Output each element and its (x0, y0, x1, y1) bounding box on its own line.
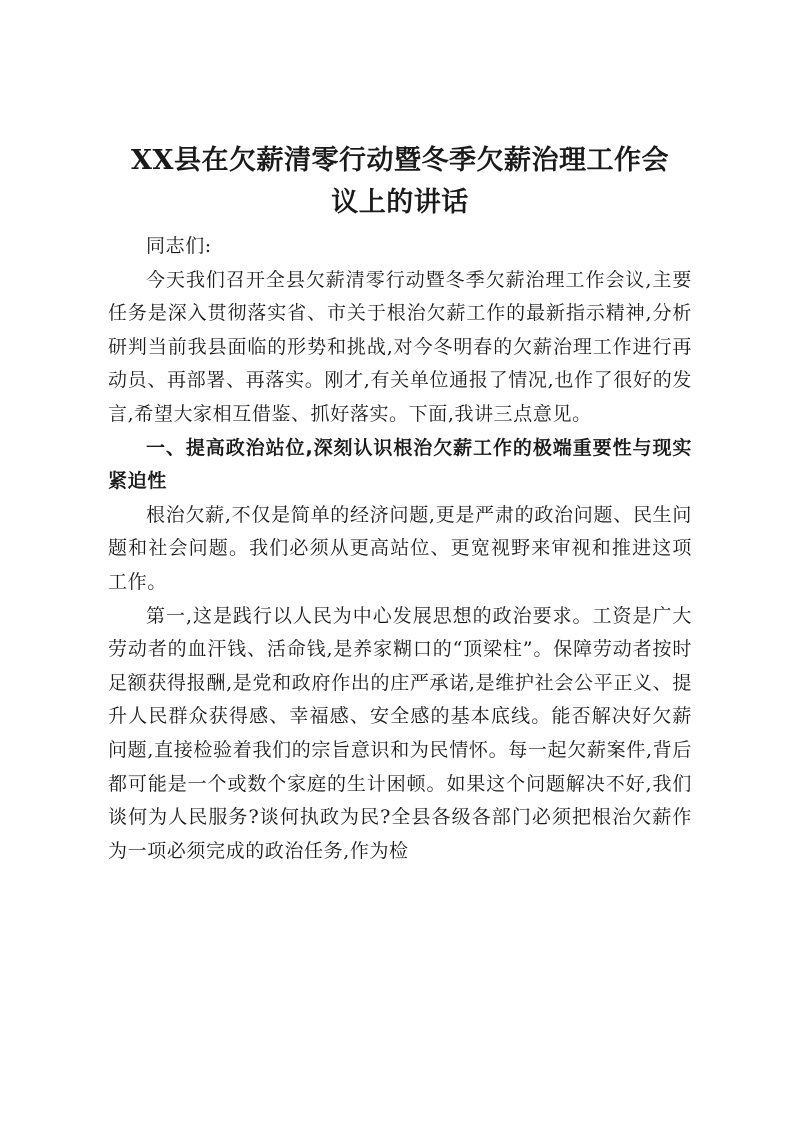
title-line-2: 议上的讲话 (331, 187, 469, 218)
document-title (108, 140, 692, 224)
document-body (108, 140, 692, 868)
body-paragraph-2: 第一,这是践行以人民为中心发展思想的政治要求。工资是广大劳动者的血汗钱、活命钱,是养家糊口的“顶梁柱”。保障劳动者按时足额获得报酬,是党和政府作出的庄严承诺,是维护社会公平正义、提升人民群众获得感、幸福感、安全感的基本底线。能否解决好欠薪问题,直接检验着我们的宗旨意识和为民情怀。每一起欠薪案件,背后都可能是一个或数个家庭的生计困顿。如果这个问题解决不好,我们谈何为人民服务?谈何执政为民?全县各级各部门必须把根治欠薪作为一项必须完成的政治任务,作为检 (108, 604, 692, 862)
body-paragraph-1: 根治欠薪,不仅是简单的经济问题,更是严肃的政治问题、民生问题和社会问题。我们必须从更高站位、更宽视野来审视和推进这项工作。 (108, 503, 692, 593)
section-heading-1: 一、提高政治站位,深刻认识根治欠薪工作的极端重要性与现实紧迫性 (108, 436, 692, 493)
opening-paragraph: 今天我们召开全县欠薪清零行动暨冬季欠薪治理工作会议,主要任务是深入贯彻落实省、市关于根治欠薪工作的最新指示精神,分析研判当前我县面临的形势和挑战,对今冬明春的欠薪治理工作进行再动员、再部署、再落实。刚才,有关单位通报了情况,也作了很好的发言,希望大家相互借鉴、抓好落实。下面,我讲三点意见。 (108, 268, 692, 425)
title-line-1: XX县在欠薪清零行动暨冬季欠薪治理工作会 (131, 145, 669, 176)
salutation: 同志们: (146, 235, 212, 257)
